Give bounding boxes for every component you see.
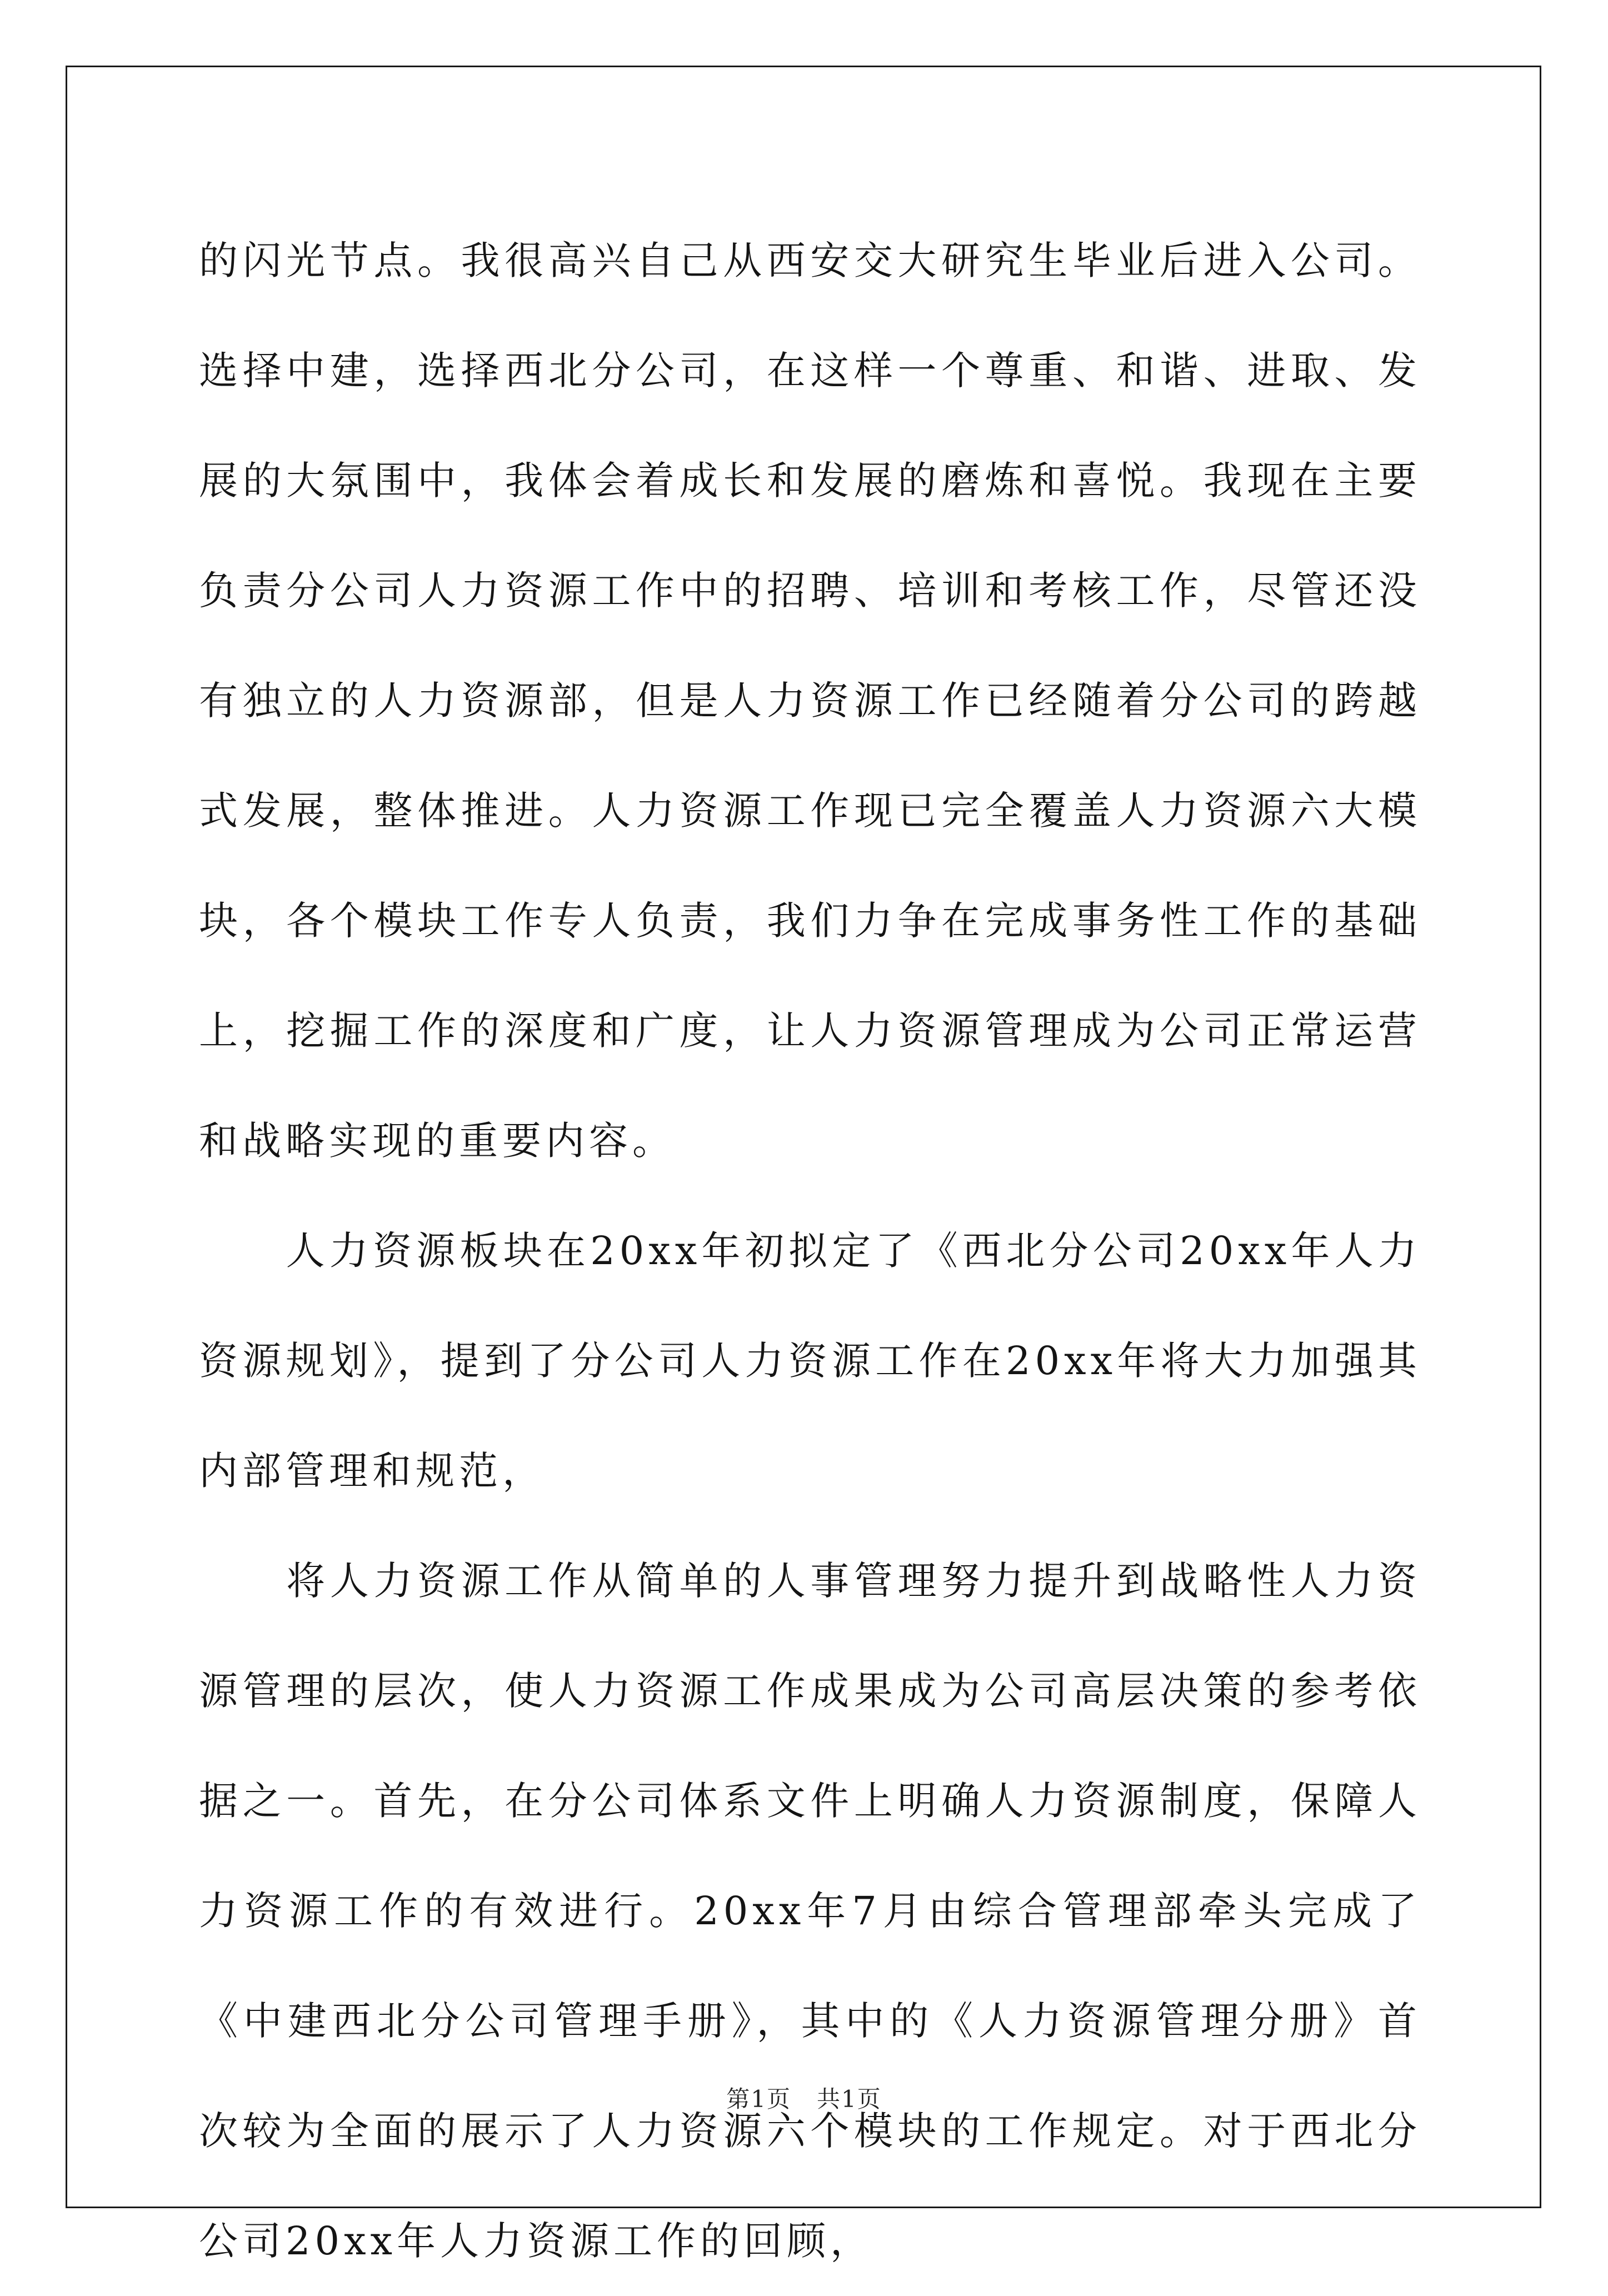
document-body bbox=[199, 206, 1421, 2296]
page-footer bbox=[0, 2083, 1608, 2116]
page-number-total: 共1页 bbox=[817, 2085, 882, 2113]
page-number-current: 第1页 bbox=[726, 2085, 791, 2113]
paragraph: 人力资源板块在20xx年初拟定了《西北分公司20xx年人力资源规划》，提到了分公司人力资源工作在20xx年将大力加强其内部管理和规范， bbox=[199, 1228, 1421, 1494]
paragraph: 的闪光节点。我很高兴自己从西安交大研究生毕业后进入公司。选择中建，选择西北分公司，在这样一个尊重、和谐、进取、发展的大氛围中，我体会着成长和发展的磨炼和喜悦。我现在主要负责分公司人力资源工作中的招聘、培训和考核工作，尽管还没有独立的人力资源部，但是人力资源工作已经随着分公司的跨越式发展，整体推进。人力资源工作现已完全覆盖人力资源六大模块，各个模块工作专人负责，我们力争在完成事务性工作的基础上，挖掘工作的深度和广度，让人力资源管理成为公司正常运营和战略实现的重要内容。 bbox=[199, 238, 1421, 1164]
paragraph: 将人力资源工作从简单的人事管理努力提升到战略性人力资源管理的层次，使人力资源工作成果成为公司高层决策的参考依据之一。首先，在分公司体系文件上明确人力资源制度，保障人力资源工作的有效进行。20xx年7月由综合管理部牵头完成了《中建西北分公司管理手册》，其中的《人力资源管理分册》首次较为全面的展示了人力资源六个模块的工作规定。对于西北分公司20xx年人力资源工作的回顾， bbox=[199, 1558, 1421, 2264]
